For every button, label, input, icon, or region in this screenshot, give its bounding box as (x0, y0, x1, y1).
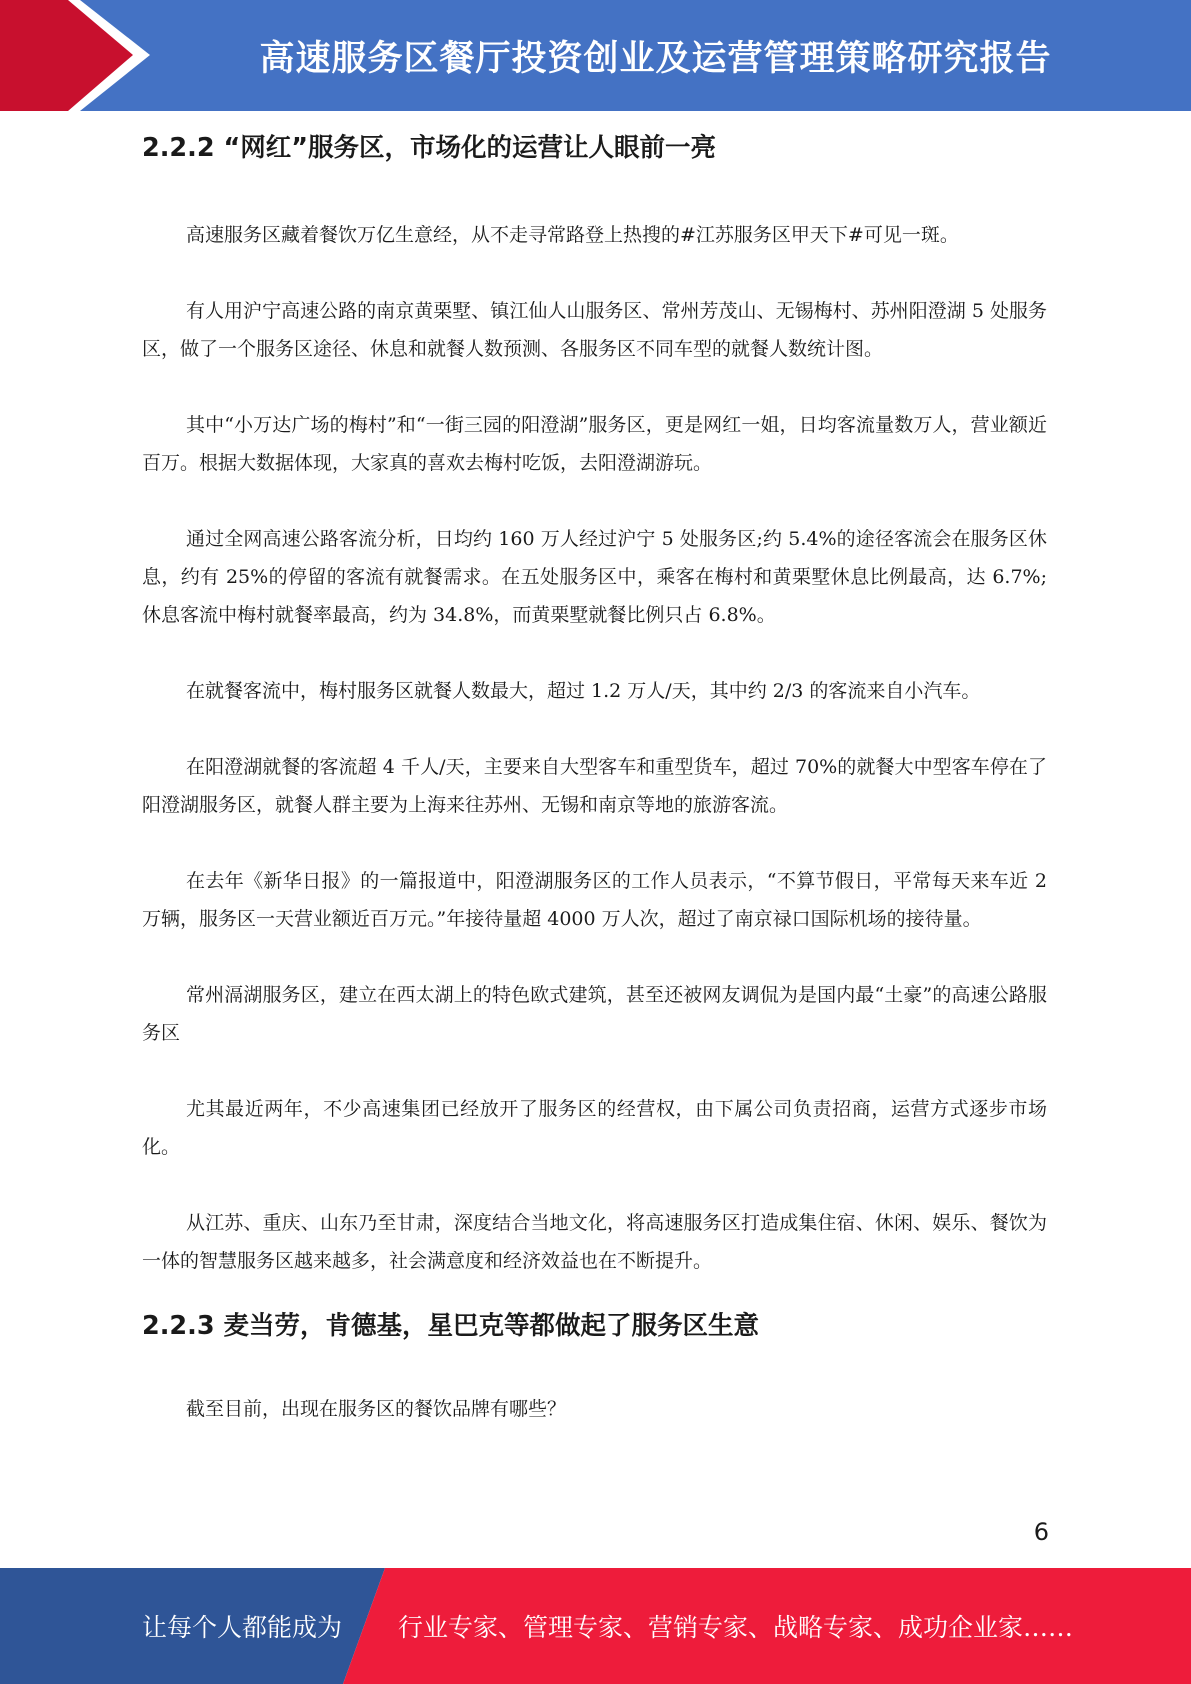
report-title: 高速服务区餐厅投资创业及运营管理策略研究报告 (259, 38, 1052, 79)
paragraph: 截至目前，出现在服务区的餐饮品牌有哪些？ (186, 1398, 567, 1420)
header-arrow-decoration (0, 0, 160, 111)
paragraph: 从江苏、重庆、山东乃至甘肃，深度结合当地文化，将高速服务区打造成集住宿、休闲、娱乐、餐饮为一体的智慧服务区越来越多，社会满意度和经济效益也在不断提升。 (142, 1212, 1047, 1272)
main-content (142, 128, 1047, 1428)
footer-slogan-left: 让每个人都能成为 (142, 1613, 343, 1642)
paragraph: 高速服务区藏着餐饮万亿生意经，从不走寻常路登上热搜的#江苏服务区甲天下#可见一斑。 (186, 224, 959, 246)
page-footer (0, 1568, 1191, 1684)
paragraph: 在去年《新华日报》的一篇报道中，阳澄湖服务区的工作人员表示，“不算节假日，平常每天来车近 2 万辆，服务区一天营业额近百万元。”年接待量超 4000 万人次，超过了南京禄口国际机场的接待量。 (142, 870, 1047, 930)
paragraph: 其中“小万达广场的梅村”和“一街三园的阳澄湖”服务区，更是网红一姐，日均客流量数万人，营业额近百万。根据大数据体现，大家真的喜欢去梅村吃饭，去阳澄湖游玩。 (142, 414, 1047, 474)
footer-slogan-right: 行业专家、管理专家、营销专家、战略专家、成功企业家…… (398, 1613, 1074, 1642)
section-heading-2-2-2: 2.2.2 “网红”服务区，市场化的运营让人眼前一亮 (142, 133, 717, 163)
paragraph: 有人用沪宁高速公路的南京黄栗墅、镇江仙人山服务区、常州芳茂山、无锡梅村、苏州阳澄湖 5 处服务区，做了一个服务区途径、休息和就餐人数预测、各服务区不同车型的就餐人数统计图。 (142, 300, 1047, 360)
paragraph: 在就餐客流中，梅村服务区就餐人数最大，超过 1.2 万人/天，其中约 2/3 的客流来自小汽车。 (186, 680, 981, 702)
page-number: 6 (1033, 1518, 1049, 1546)
section-heading-2-2-3: 2.2.3 麦当劳，肯德基，星巴克等都做起了服务区生意 (142, 1311, 759, 1341)
page-header (0, 0, 1191, 111)
paragraph: 通过全网高速公路客流分析，日均约 160 万人经过沪宁 5 处服务区;约 5.4%的途径客流会在服务区休息，约有 25%的停留的客流有就餐需求。在五处服务区中，乘客在梅村和黄栗墅休息比例最高，达 6.7%;休息客流中梅村就餐率最高，约为 34.8%，而黄栗墅就餐比例只占 6.8%。 (142, 528, 1047, 626)
paragraph: 在阳澄湖就餐的客流超 4 千人/天，主要来自大型客车和重型货车，超过 70%的就餐大中型客车停在了阳澄湖服务区，就餐人群主要为上海来往苏州、无锡和南京等地的旅游客流。 (142, 756, 1047, 816)
paragraph: 常州滆湖服务区，建立在西太湖上的特色欧式建筑，甚至还被网友调侃为是国内最“土豪”的高速公路服务区 (142, 984, 1047, 1044)
paragraph: 尤其最近两年，不少高速集团已经放开了服务区的经营权，由下属公司负责招商，运营方式逐步市场化。 (142, 1098, 1047, 1158)
